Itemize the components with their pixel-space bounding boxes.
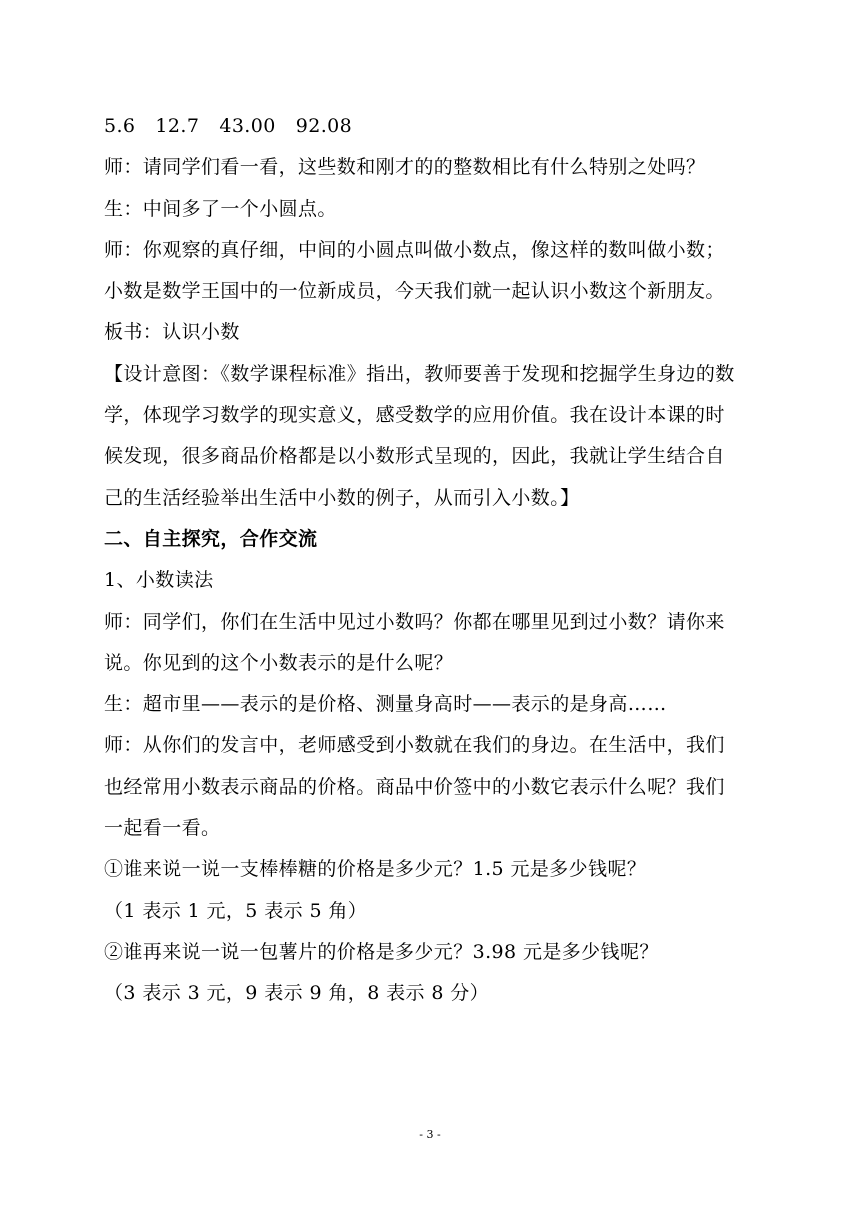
teacher-explanation-cont: 小数是数学王国中的一位新成员，今天我们就一起认识小数这个新朋友。 xyxy=(104,280,725,303)
question-item: ②谁再来说一说一包薯片的价格是多少元？3.98 元是多少钱呢？ xyxy=(104,940,659,963)
section-heading: 二、自主探究，合作交流 xyxy=(104,527,318,550)
number-item: 43.00 xyxy=(219,115,276,137)
teacher-remark-cont: 一起看一看。 xyxy=(104,817,221,840)
design-intent-line: 己的生活经验举出生活中小数的例子，从而引入小数。】 xyxy=(104,486,580,509)
design-intent-line: 【设计意图：《数学课程标准》指出，教师要善于发现和挖掘学生身边的数 xyxy=(104,362,735,385)
document-body xyxy=(104,106,768,1015)
design-intent-line: 候发现，很多商品价格都是以小数形式呈现的，因此，我就让学生结合自 xyxy=(104,445,725,468)
teacher-question-cont: 说。你见到的这个小数表示的是什么呢？ xyxy=(104,651,454,674)
number-item: 92.08 xyxy=(295,115,353,137)
teacher-remark-cont: 也经常用小数表示商品的价格。商品中价签中的小数它表示什么呢？我们 xyxy=(104,775,725,798)
teacher-remark: 师：从你们的发言中，老师感受到小数就在我们的身边。在生活中，我们 xyxy=(104,734,725,757)
subsection-heading: 1、小数读法 xyxy=(104,569,214,592)
number-item: 5.6 xyxy=(104,115,136,137)
teacher-explanation: 师：你观察的真仔细，中间的小圆点叫做小数点，像这样的数叫做小数； xyxy=(104,238,725,261)
page-number: - 3 - xyxy=(419,1128,441,1141)
student-answer: 生：中间多了一个小圆点。 xyxy=(104,197,337,220)
teacher-question: 师：请同学们看一看，这些数和刚才的的整数相比有什么特别之处吗？ xyxy=(104,156,706,179)
design-intent-line: 学，体现学习数学的现实意义，感受数学的应用价值。我在设计本课的时 xyxy=(104,404,725,427)
blackboard-note: 板书：认识小数 xyxy=(104,321,240,344)
decimal-numbers-line xyxy=(104,106,768,147)
answer-note: （1 表示 1 元，5 表示 5 角） xyxy=(104,899,368,922)
number-item: 12.7 xyxy=(155,115,200,137)
teacher-question: 师：同学们，你们在生活中见过小数吗？你都在哪里见到过小数？请你来 xyxy=(104,610,725,633)
student-answer: 生：超市里——表示的是价格、测量身高时——表示的是身高…… xyxy=(104,693,667,716)
question-item: ①谁来说一说一支棒棒糖的价格是多少元？1.5 元是多少钱呢？ xyxy=(104,858,647,881)
answer-note: （3 表示 3 元，9 表示 9 角，8 表示 8 分） xyxy=(104,982,490,1005)
